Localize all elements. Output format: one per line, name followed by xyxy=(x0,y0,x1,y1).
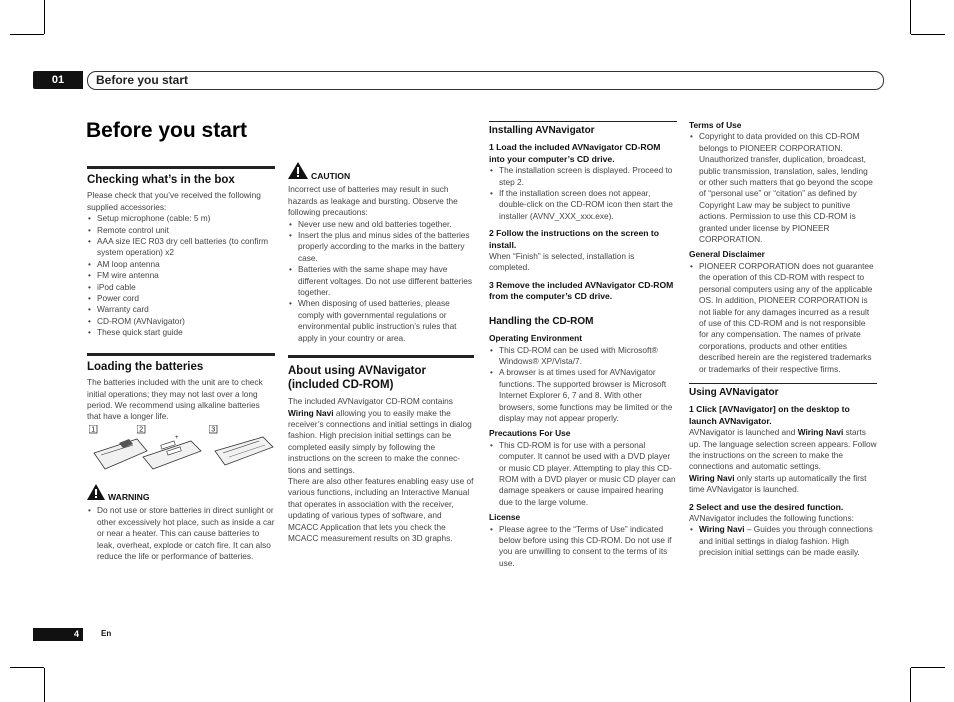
step-2: 2 Follow the instructions on the screen to install. xyxy=(489,228,659,250)
warning-list xyxy=(87,505,275,562)
using-step2-text: AVNavigator includes the following functions: xyxy=(689,513,854,523)
list-item: • Batteries with the same shape may have different voltages. Do not use different batteries together. xyxy=(298,264,474,298)
section-heading-using: Using AVNavigator xyxy=(689,383,877,398)
crop-mark xyxy=(44,0,45,34)
column-2 xyxy=(288,162,474,544)
column-1 xyxy=(87,166,275,423)
step1-list xyxy=(489,165,677,222)
about-paragraph-1 xyxy=(288,396,474,476)
list-item: • A browser is at times used for AVNavigator functions. The supported browser is Microsoft Internet Explorer 6, 7 and 8. With other browsers, some functions may be limited or the display may not appear properly. xyxy=(499,367,677,424)
column-3 xyxy=(489,121,677,569)
using-paragraph-1 xyxy=(689,427,877,473)
column-4 xyxy=(689,120,877,559)
about-text: The included AVNavigator CD-ROM contains xyxy=(288,396,453,407)
batteries-text: The batteries included with the unit are to check initial operations; they may not last over a long period. We recommend using alkaline batteries that have a longer life. xyxy=(87,377,263,422)
list-item xyxy=(699,524,877,558)
list-item: • This CD-ROM is for use with a personal computer. It cannot be used with a DVD player or music CD player. Attempting to play this CD-ROM with a DVD player or music CD player can damage speakers or cause impaired hearing due to the large volume. xyxy=(499,440,677,508)
list-item: • Do not use or store batteries in direct sunlight or other excessively hot place, such as inside a car or near a heater. This can cause batteries to leak, overheat, explode or catch fire. It can also reduce the life or performance of batteries. xyxy=(97,505,275,562)
list-item: • AAA size IEC R03 dry cell batteries (to confirm system operation) x2 xyxy=(97,236,275,259)
page-number: 4 xyxy=(33,628,83,641)
step2-text: When “Finish” is selected, installation is completed. xyxy=(489,251,635,273)
list-item: • FM wire antenna xyxy=(97,270,275,281)
chapter-number: 01 xyxy=(33,71,83,89)
using-step-2: 2 Select and use the desired function. xyxy=(689,501,844,512)
list-item: • Setup microphone (cable: 5 m) xyxy=(97,213,275,224)
language-label: En xyxy=(101,629,112,638)
wiring-navi-term: Wiring Navi xyxy=(288,407,334,418)
section-heading-install: Installing AVNavigator xyxy=(489,121,677,136)
crop-mark xyxy=(910,0,911,34)
crop-mark xyxy=(10,34,44,35)
crop-mark xyxy=(911,34,945,35)
crop-mark xyxy=(910,668,911,702)
chapter-title: Before you start xyxy=(87,71,884,90)
battery-figure-2 xyxy=(137,425,203,480)
warning-label: WARNING xyxy=(108,492,150,502)
list-item: • Copyright to data provided on this CD-ROM belongs to PIONEER CORPORATION. Unauthorized transfer, duplication, broadcast, public transmission, translation, sales, lending or other such matters that go beyond the scope of “personal use” or “citation” as defined by Copyright Law may be subject to punitive actions. Permission to use this CD-ROM is granted under license by PIONEER CORPORATION. xyxy=(699,131,877,245)
list-item: • PIONEER CORPORATION does not guarantee the operation of this CD-ROM with respect to personal computers using any of the applicable OS. In addition, PIONEER CORPORATION is not liable for any damages incurred as a result of use of this CD-ROM and is not responsible for any compensation. The names of private corporations, products and other entities described herein are the registered trademarks or trademarks of their respective firms. xyxy=(699,261,877,375)
svg-text:2: 2 xyxy=(139,426,144,434)
wiring-navi-term: Wiring Navi xyxy=(689,472,735,483)
box-list xyxy=(87,213,275,338)
function-text: – Guides you through connections and initial settings in dialog fashion. High precision initial settings can be made easily. xyxy=(699,524,873,558)
step-1: 1 Load the included AVNavigator CD-ROM into your computer’s CD drive. xyxy=(489,142,661,164)
section-heading-batteries: Loading the batteries xyxy=(87,353,275,373)
list-item: • These quick start guide xyxy=(97,327,275,338)
precautions-heading: Precautions For Use xyxy=(489,428,571,439)
caution-intro: Incorrect use of batteries may result in such hazards as leakage and bursting. Observe the following precautions: xyxy=(288,184,458,218)
using-step-1: 1 Click [AVNavigator] on the desktop to launch AVNavigator. xyxy=(689,404,850,426)
svg-text:+: + xyxy=(175,435,179,441)
crop-mark xyxy=(44,668,45,702)
list-item: • Remote control unit xyxy=(97,225,275,236)
using-text: only starts up automatically the first time AVNavigator is launched. xyxy=(689,472,867,495)
warning-icon xyxy=(87,484,105,503)
section-heading-box: Checking what’s in the box xyxy=(87,166,275,186)
list-item: • Please agree to the “Terms of Use” indicated below before using this CD-ROM. Do not use if you are unwilling to consent to the terms of its use. xyxy=(499,524,677,570)
caution-icon xyxy=(288,162,308,182)
section-heading-about: About using AVNavigator (included CD-ROM) xyxy=(288,355,474,392)
warning-block xyxy=(87,484,275,562)
using-text: starts up. The language selection screen appears. Follow the instructions on the screen to make the connections and automatic settings. xyxy=(689,427,877,472)
list-item: • Warranty card xyxy=(97,304,275,315)
list-item: • AM loop antenna xyxy=(97,259,275,270)
page-title: Before you start xyxy=(86,119,248,142)
list-item: • iPod cable xyxy=(97,282,275,293)
env-heading: Operating Environment xyxy=(489,333,583,344)
using-paragraph-2 xyxy=(689,473,877,496)
license-list xyxy=(489,524,677,570)
using-text: AVNavigator is launched and xyxy=(689,427,796,438)
list-item: • Power cord xyxy=(97,293,275,304)
caution-heading xyxy=(288,162,474,182)
section-heading-handling: Handling the CD-ROM xyxy=(489,315,594,327)
list-item: • CD-ROM (AVNavigator) xyxy=(97,316,275,327)
precautions-list xyxy=(489,440,677,508)
box-intro: Please check that you’ve received the following supplied accessories: xyxy=(87,190,261,212)
warning-heading xyxy=(87,484,275,503)
crop-mark xyxy=(911,667,945,668)
terms-list xyxy=(689,131,877,245)
license-heading: License xyxy=(489,512,521,523)
about-text: allowing you to easily make the receiver’s connections and initial settings in dialog fashion. High precision initial settings can be completed easily simply by following the instructions on the screen to make the connec-tions and settings. xyxy=(288,407,472,475)
crop-mark xyxy=(10,667,44,668)
list-item: • This CD-ROM can be used with Microsoft® Windows® XP/Vista/7. xyxy=(499,345,677,368)
list-item: • The installation screen is displayed. Proceed to step 2. xyxy=(499,165,677,188)
about-paragraph-2: There are also other features enabling easy use of various functions, including an Interactive Manual that operates in association with the receiver, updating of various types of software, and MCACC Application that lets you check the MCACC measurement results on 3D graphs. xyxy=(288,475,474,543)
disclaimer-heading: General Disclaimer xyxy=(689,249,765,260)
battery-figure-3 xyxy=(209,425,275,480)
wiring-navi-term: Wiring Navi xyxy=(797,427,844,438)
step-3: 3 Remove the included AVNavigator CD-ROM from the computer’s CD drive. xyxy=(489,279,674,302)
caution-list xyxy=(288,219,474,344)
svg-text:1: 1 xyxy=(91,426,96,434)
list-item: • Never use new and old batteries together. xyxy=(298,219,474,230)
disclaimer-list xyxy=(689,261,877,375)
caution-label: CAUTION xyxy=(311,171,351,181)
svg-text:3: 3 xyxy=(211,426,216,434)
list-item: • When disposing of used batteries, please comply with governmental regulations or environmental public instruction’s rules that apply in your country or area. xyxy=(298,298,474,344)
list-item: • Insert the plus and minus sides of the batteries properly according to the marks in the battery case. xyxy=(298,230,474,264)
env-list xyxy=(489,345,677,425)
wiring-navi-term: Wiring Navi xyxy=(699,524,745,535)
terms-heading: Terms of Use xyxy=(689,120,742,130)
functions-list xyxy=(689,524,877,558)
list-item: • If the installation screen does not appear, double-click on the CD-ROM icon then start the installer (AVNV_XXX_xxx.exe). xyxy=(499,188,677,222)
